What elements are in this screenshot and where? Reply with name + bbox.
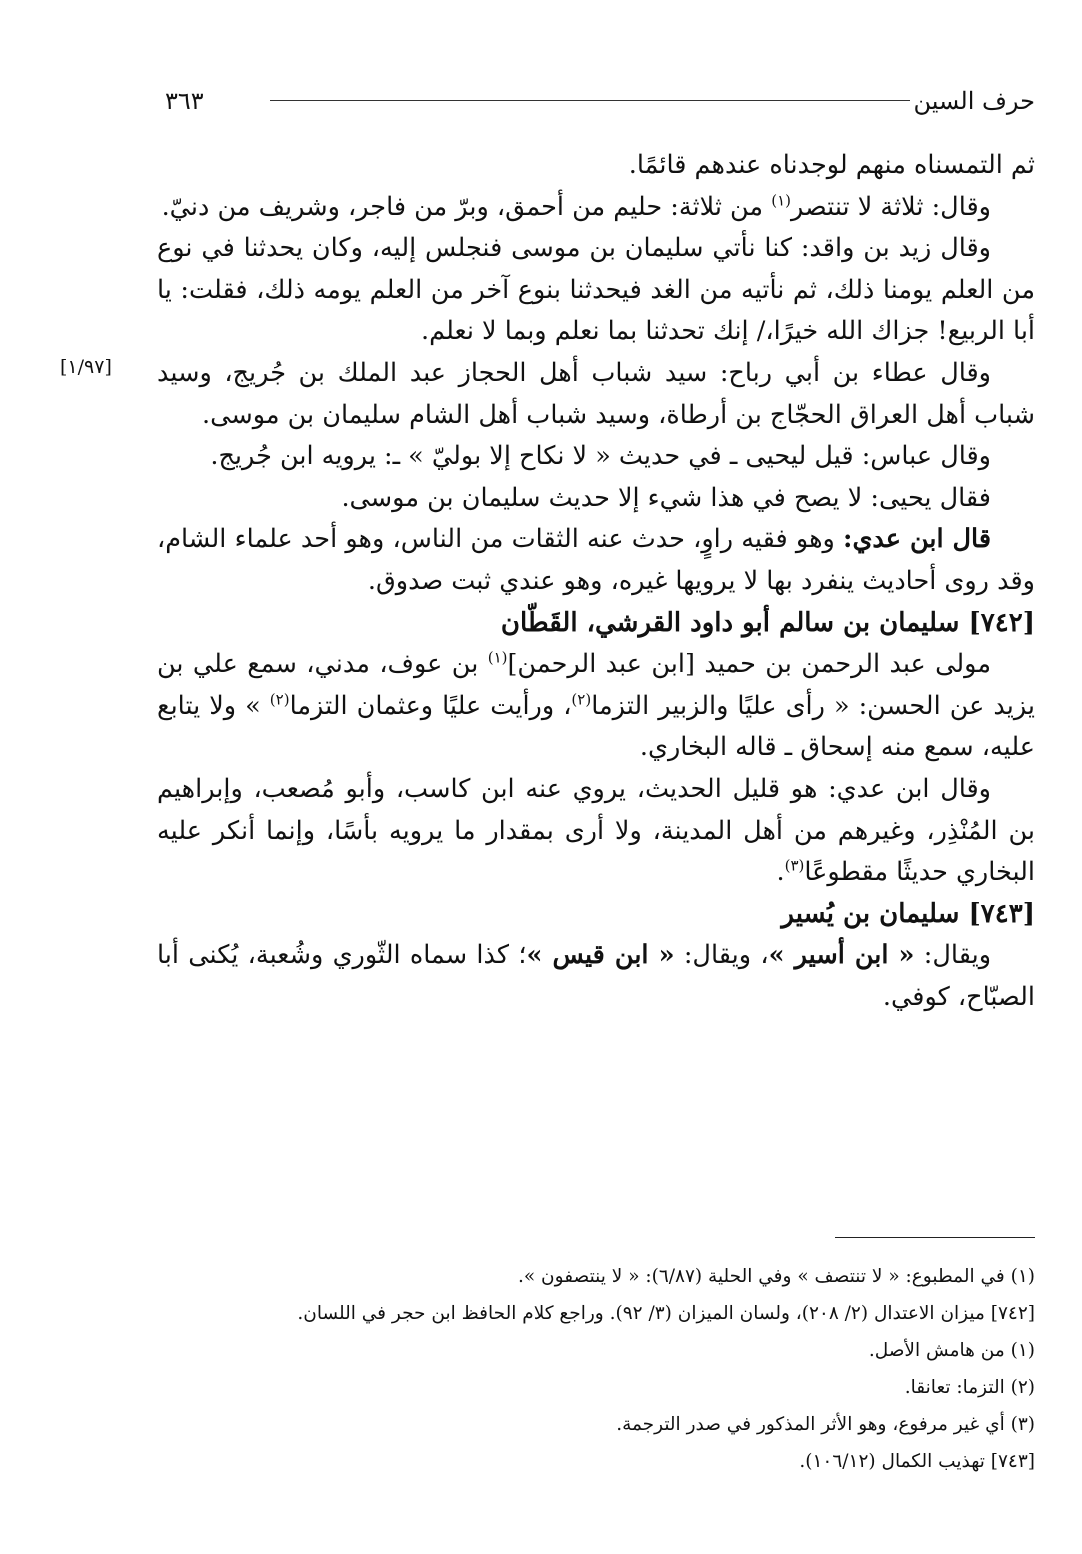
footnote-marker: (١)	[487, 648, 508, 667]
footnote: [٧٤٢] ميزان الاعتدال (٢/ ٢٠٨)، ولسان الميزان (٣/ ٩٢). وراجع كلام الحافظ ابن حجر في اللسان.	[297, 1303, 1035, 1324]
running-header	[165, 84, 1035, 118]
footnote-marker: (٢)	[269, 690, 290, 709]
margin-reference: [١/٩٧]	[60, 356, 112, 378]
footnote: (٣) أي غير مرفوع، وهو الأثر المذكور في صدر الترجمة.	[616, 1414, 1035, 1435]
paragraph-text: .	[776, 857, 785, 888]
paragraph	[157, 519, 1035, 602]
footnote: (١) في المطبوع: « لا تنتصف » وفي الحلية (٦/٨٧): « لا ينتصفون ».	[517, 1266, 1035, 1287]
paragraph	[157, 228, 1035, 353]
bold-quote: « ابن أسير »	[768, 940, 915, 971]
header-rule	[270, 100, 910, 101]
paragraph	[157, 145, 1035, 187]
paragraph-text: وقال ابن عدي: هو قليل الحديث، يروي عنه ابن كاسب، وأبو مُصعب، وإبراهيم بن المُنْذِر، وغيرهم من أهل المدينة، ولا أرى بمقدار ما يرويه بأسًا، وإنما أنكر عليه البخاري حديثًا مقطوعًا	[157, 773, 1035, 888]
paragraph	[157, 353, 1035, 436]
paragraph-text: وقال زيد بن واقد: كنا نأتي سليمان بن موسى فنجلس إليه، وكان يحدثنا في نوع من العلم يومنا ذلك، ثم نأتيه من الغد فيحدثنا بنوع آخر من العلم يومه ذلك، فقلت: يا أبا الربيع! جزاك الله خيرًا،/ إنك تحدثنا بما نعلم وبما لا نعلم.	[157, 233, 1035, 347]
paragraph-text: » ولا يتابع عليه، سمع منه إسحاق ـ قاله البخاري.	[157, 690, 1035, 763]
paragraph	[157, 436, 1035, 478]
footnote: [٧٤٣] تهذيب الكمال (١٠٦/١٢).	[799, 1451, 1035, 1472]
paragraph-text: وقال عطاء بن أبي رباح: سيد شباب أهل الحجاز عبد الملك بن جُريج، وسيد شباب أهل العراق الحجّاج بن أرطاة، وسيد شباب أهل الشام سليمان بن موسى.	[157, 357, 1035, 430]
paragraph	[157, 935, 1035, 1018]
footnote-rule	[835, 1237, 1035, 1238]
footnote-marker: (١)	[771, 191, 791, 210]
footnote-marker: (٣)	[784, 856, 805, 875]
paragraph-text: ، ويقال:	[674, 940, 769, 971]
entry-title-742: [٧٤٢] سليمان بن سالم أبو داود القرشي، القَطّان	[500, 607, 1035, 638]
entry-title-743: [٧٤٣] سليمان بن يُسير	[781, 898, 1035, 929]
main-text	[157, 145, 1035, 1018]
paragraph-text: فقال يحيى: لا يصح في هذا شيء إلا حديث سليمان بن موسى.	[341, 482, 991, 513]
paragraph	[157, 187, 1035, 229]
page-number: ٣٦٣	[165, 87, 204, 115]
paragraph-text: ، ورأيت عليًا وعثمان التزما	[289, 690, 572, 721]
footnotes	[157, 1258, 1035, 1480]
bold-quote: « ابن قيس »	[526, 940, 675, 971]
footnote: (٢) التزما: تعانقا.	[904, 1377, 1035, 1398]
paragraph-text: بن عوف، مدني، سمع علي بن يزيد عن الحسن: « رأى عليًا والزبير التزما	[157, 649, 1035, 721]
footnote: (١) من هامش الأصل.	[868, 1340, 1035, 1361]
paragraph	[157, 478, 1035, 520]
footnote-marker: (٢)	[571, 690, 592, 709]
paragraph-text: مولى عبد الرحمن بن حميد [ابن عبد الرحمن]	[507, 649, 992, 680]
chapter-title: حرف السين	[913, 87, 1035, 115]
paragraph	[157, 644, 1035, 769]
bold-speaker: قال ابن عدي:	[843, 524, 992, 555]
paragraph-text: ؛ كذا سماه الثّوري وشُعبة، يُكنى أبا الصبّاح، كوفي.	[157, 940, 1035, 1012]
paragraph-text: وقال: ثلاثة لا تنتصر	[790, 191, 991, 222]
paragraph-text: ثم التمسناه منهم لوجدناه عندهم قائمًا.	[628, 150, 1035, 180]
paragraph-text: وهو فقيه راوٍ، حدث عنه الثقات من الناس، وهو أحد علماء الشام، وقد روى أحاديث ينفرد بها لا يرويها غيره، وهو عندي ثبت صدوق.	[157, 524, 1035, 596]
paragraph	[157, 769, 1035, 894]
paragraph-text: ويقال:	[914, 940, 992, 971]
paragraph-text: من ثلاثة: حليم من أحمق، وبرّ من فاجر، وشريف من دنيّ.	[161, 191, 772, 222]
paragraph-text: وقال عباس: قيل ليحيى ـ في حديث « لا نكاح إلا بوليّ » ـ: يرويه ابن جُريج.	[210, 441, 991, 472]
